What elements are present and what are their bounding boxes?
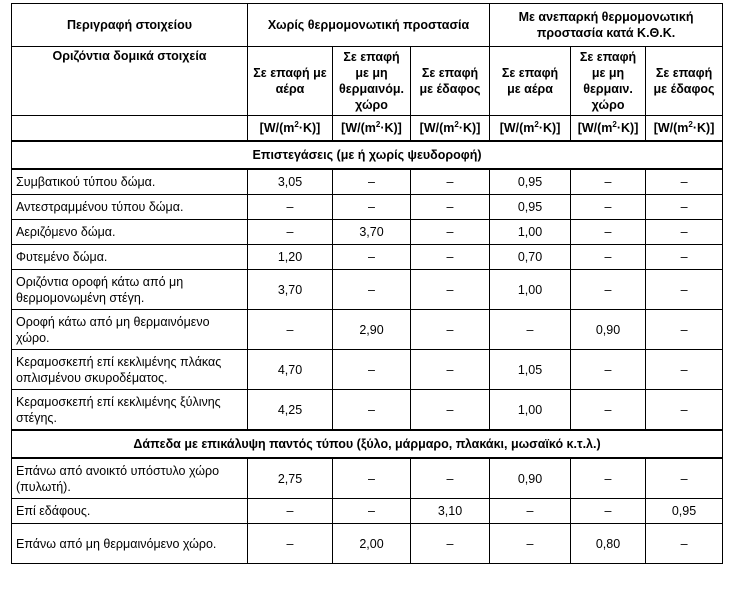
unit-label: $[W/(m^2\cdot K)]$ — [646, 116, 723, 142]
value-cell: – — [411, 169, 490, 195]
table-row — [12, 169, 723, 195]
value-cell: 2,00 — [333, 524, 411, 564]
row-label: Αντεστραμμένου τύπου δώμα. — [12, 195, 248, 220]
value-cell: 0,70 — [490, 245, 571, 270]
unit-label: $[W/(m^2\cdot K)]$ — [571, 116, 646, 142]
subcol-ins-unheated: Σε επαφή με μη θερμαιν. χώρο — [571, 47, 646, 116]
value-cell: – — [571, 270, 646, 310]
table-row — [12, 350, 723, 390]
value-cell: – — [571, 499, 646, 524]
row-label: Κεραμοσκεπή επί κεκλιμένης ξύλινης στέγης. — [12, 390, 248, 431]
row-label: Φυτεμένο δώμα. — [12, 245, 248, 270]
subcol-no-air: Σε επαφή με αέρα — [248, 47, 333, 116]
table-row — [12, 499, 723, 524]
value-cell: – — [333, 195, 411, 220]
value-cell: – — [490, 310, 571, 350]
value-cell: – — [646, 350, 723, 390]
value-cell: 0,95 — [490, 195, 571, 220]
value-cell: 3,70 — [333, 220, 411, 245]
row-label: Επί εδάφους. — [12, 499, 248, 524]
subcol-ins-ground: Σε επαφή με έδαφος — [646, 47, 723, 116]
value-cell: – — [411, 220, 490, 245]
value-cell: – — [248, 310, 333, 350]
table-row — [12, 270, 723, 310]
description-header: Περιγραφή στοιχείου — [12, 4, 248, 47]
row-label: Επάνω από μη θερμαινόμενο χώρο. — [12, 524, 248, 564]
horizontal-elements-header: Οριζόντια δομικά στοιχεία — [12, 47, 248, 116]
table-row — [12, 458, 723, 499]
table-row — [12, 310, 723, 350]
value-cell: – — [411, 245, 490, 270]
subcol-ins-air: Σε επαφή με αέρα — [490, 47, 571, 116]
value-cell: 2,75 — [248, 458, 333, 499]
table-row — [12, 524, 723, 564]
value-cell: – — [411, 390, 490, 431]
value-cell: – — [571, 169, 646, 195]
value-cell: 1,00 — [490, 270, 571, 310]
row-label: Οροφή κάτω από μη θερμαινόμενο χώρο. — [12, 310, 248, 350]
section-title-roofs: Επιστεγάσεις (με ή χωρίς ψευδοροφή) — [12, 141, 723, 169]
value-cell: – — [411, 195, 490, 220]
value-cell: – — [248, 220, 333, 245]
row-label: Συμβατικού τύπου δώμα. — [12, 169, 248, 195]
row-label: Κεραμοσκεπή επί κεκλιμένης πλάκας οπλισμένου σκυροδέματος. — [12, 350, 248, 390]
value-cell: 0,95 — [646, 499, 723, 524]
value-cell: – — [646, 169, 723, 195]
value-cell: – — [490, 499, 571, 524]
value-cell: – — [411, 524, 490, 564]
value-cell: – — [333, 390, 411, 431]
u-values-table — [11, 3, 723, 564]
value-cell: 0,95 — [490, 169, 571, 195]
value-cell: 0,90 — [571, 310, 646, 350]
value-cell: – — [248, 524, 333, 564]
value-cell: – — [646, 390, 723, 431]
value-cell: – — [490, 524, 571, 564]
unit-label: $[W/(m^2\cdot K)]$ — [411, 116, 490, 142]
value-cell: – — [411, 310, 490, 350]
value-cell: – — [333, 270, 411, 310]
value-cell: – — [333, 458, 411, 499]
unit-label: $[W/(m^2\cdot K)]$ — [490, 116, 571, 142]
value-cell: – — [248, 195, 333, 220]
value-cell: – — [571, 220, 646, 245]
value-cell: 4,25 — [248, 390, 333, 431]
row-label: Επάνω από ανοικτό υπόστυλο χώρο (πυλωτή). — [12, 458, 248, 499]
value-cell: – — [646, 310, 723, 350]
value-cell: 1,05 — [490, 350, 571, 390]
no-insulation-group-header: Χωρίς θερμομονωτική προστασία — [248, 4, 490, 47]
unit-label: $[W/(m^2\cdot K)]$ — [248, 116, 333, 142]
value-cell: – — [411, 270, 490, 310]
value-cell: 1,00 — [490, 220, 571, 245]
value-cell: – — [333, 245, 411, 270]
value-cell: – — [571, 350, 646, 390]
value-cell: 4,70 — [248, 350, 333, 390]
value-cell: – — [571, 458, 646, 499]
value-cell: 3,70 — [248, 270, 333, 310]
value-cell: 3,10 — [411, 499, 490, 524]
value-cell: – — [411, 458, 490, 499]
value-cell: – — [646, 195, 723, 220]
value-cell: – — [571, 195, 646, 220]
value-cell: – — [646, 245, 723, 270]
section-title-floors: Δάπεδα με επικάλυψη παντός τύπου (ξύλο, μάρμαρο, πλακάκι, μωσαϊκό κ.τ.λ.) — [12, 430, 723, 458]
value-cell: – — [646, 524, 723, 564]
row-label: Αεριζόμενο δώμα. — [12, 220, 248, 245]
value-cell: 3,05 — [248, 169, 333, 195]
subcol-no-unheated: Σε επαφή με μη θερμαινόμ. χώρο — [333, 47, 411, 116]
value-cell: – — [248, 499, 333, 524]
value-cell: – — [646, 458, 723, 499]
table-row — [12, 245, 723, 270]
value-cell: – — [646, 220, 723, 245]
value-cell: – — [411, 350, 490, 390]
value-cell: 0,90 — [490, 458, 571, 499]
value-cell: – — [333, 499, 411, 524]
table-row — [12, 220, 723, 245]
insufficient-insulation-group-header: Με ανεπαρκή θερμομονωτική προστασία κατά Κ.Θ.Κ. — [490, 4, 723, 47]
value-cell: – — [571, 390, 646, 431]
table-row — [12, 195, 723, 220]
value-cell: – — [646, 270, 723, 310]
value-cell: – — [571, 245, 646, 270]
value-cell: 1,20 — [248, 245, 333, 270]
unit-label: $[W/(m^2\cdot K)]$ — [333, 116, 411, 142]
value-cell: – — [333, 169, 411, 195]
table-row — [12, 390, 723, 431]
value-cell: 2,90 — [333, 310, 411, 350]
row-label: Οριζόντια οροφή κάτω από μη θερμομονωμένη στέγη. — [12, 270, 248, 310]
value-cell: 0,80 — [571, 524, 646, 564]
value-cell: – — [333, 350, 411, 390]
subcol-no-ground: Σε επαφή με έδαφος — [411, 47, 490, 116]
units-blank-cell — [12, 116, 248, 142]
value-cell: 1,00 — [490, 390, 571, 431]
